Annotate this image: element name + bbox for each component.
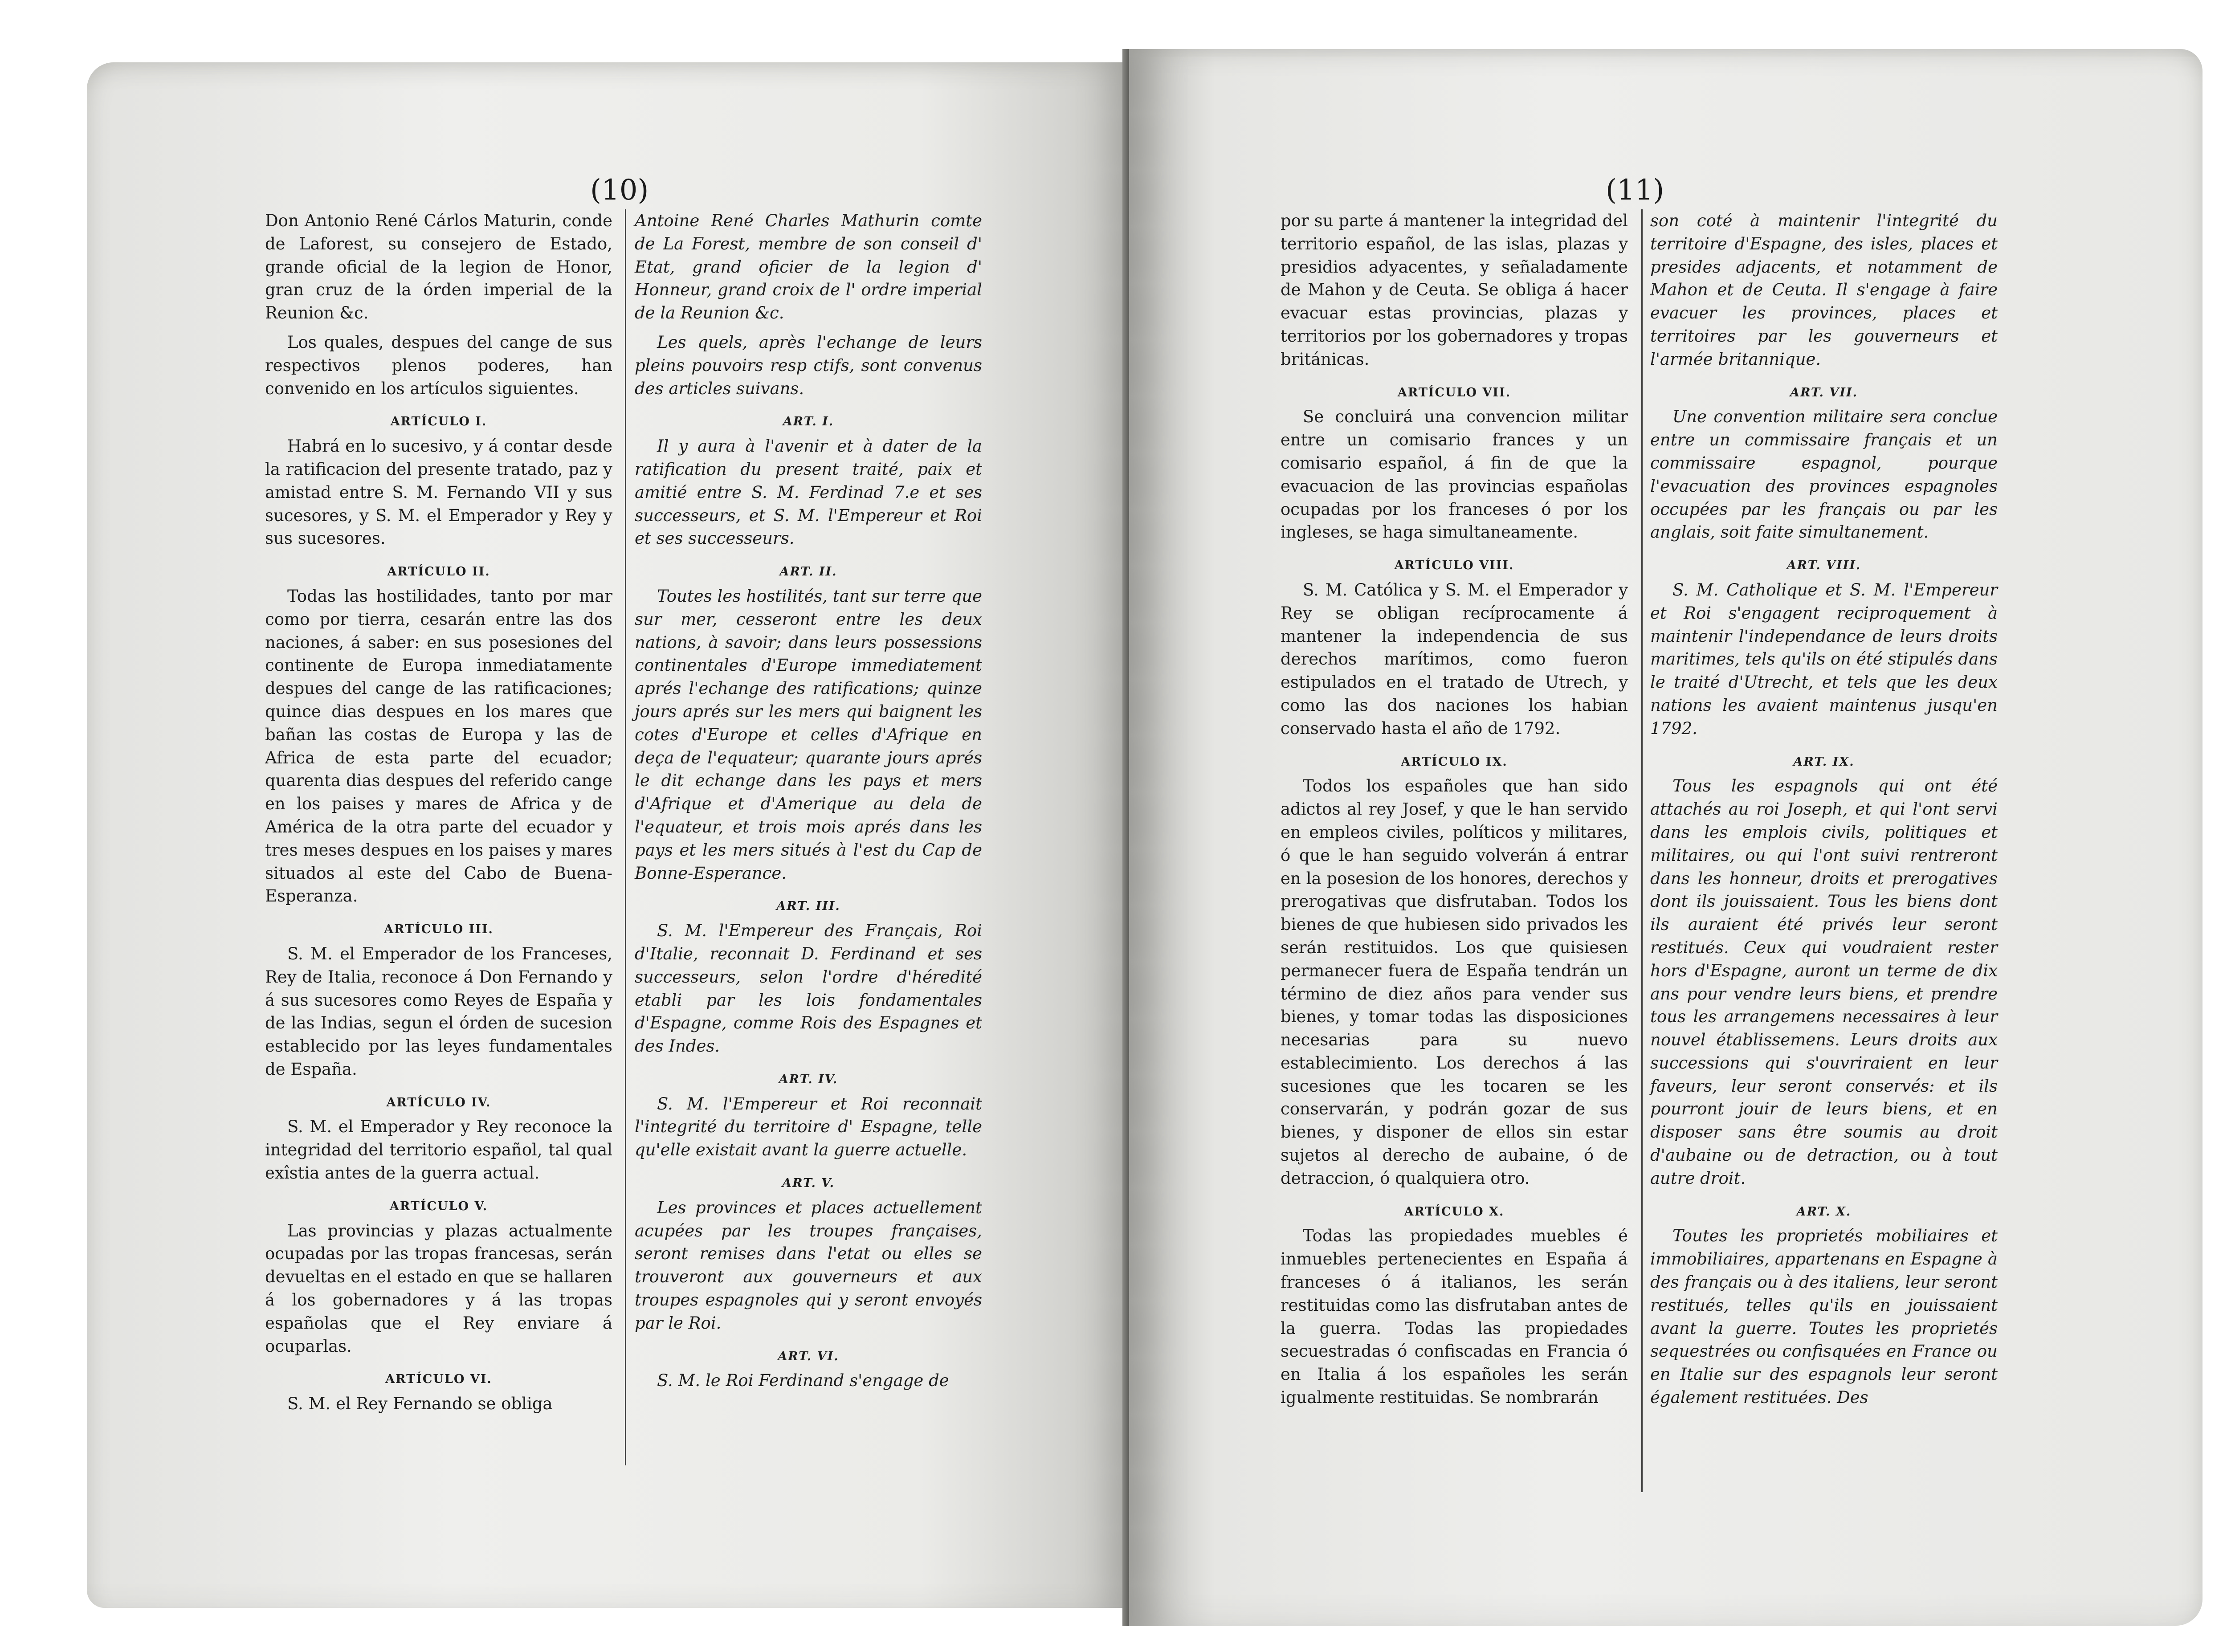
article-heading: ARTÍCULO I. [390, 415, 487, 429]
paragraph: Toutes les proprietés mobiliaires et immobiliaires, appartenans en Espagne à des français ou à des italiens, leur seront restitués, telles qu'ils en jouissaient avant la guerre. Toutes les proprietés sequestrées ou confisquées en France ou en Italie sur des espagnols leur seront également restituées. Des [1650, 1226, 1998, 1407]
article-heading: ARTÍCULO X. [1404, 1204, 1505, 1219]
paragraph: Il y aura à l'avenir et à dater de la ratification du present traité, paix et amitié entre S. M. Ferdinad 7.e et ses successeurs, et S. M. l'Empereur et Roi et ses successeurs. [635, 436, 982, 548]
paragraph: Las provincias y plazas actualmente ocupadas por las tropas francesas, serán devueltas en el estado en que se hallaren á los gobernadores y á las tropas españolas que el Rey enviare á ocuparlas. [265, 1221, 612, 1356]
article-heading: ARTÍCULO II. [387, 565, 490, 579]
column-divider [625, 209, 626, 1465]
paragraph: Les provinces et places actuellement acupées par les troupes françaises, seront remises dans l'etat ou elles se trouveront aux gouverneurs et aux troupes espagnoles qui y seront envoyés par le Roi. [635, 1198, 982, 1333]
paragraph: S. M. Católica y S. M. el Emperador y Rey se obligan recíprocamente á mantener la independencia de sus derechos marítimos, como fueron estipulados en el tratado de Utrech, y como las dos naciones los habian conservado hasta el año de 1792. [1281, 580, 1628, 738]
article-heading: ARTÍCULO VIII. [1394, 559, 1514, 573]
page-number: (10) [590, 174, 649, 207]
paragraph: Todas las propiedades muebles é inmuebles pertenecientes en España á franceses ó á italianos, les serán restituidas como las disfrutaban antes de la guerra. Todas las propiedades secuestradas ó confiscadas en Francia ó en Italia á los españoles les serán igualmente restituidas. Se nombrarán [1281, 1226, 1628, 1407]
paragraph: Todos los españoles que han sido adictos al rey Josef, y que le han servido en empleos civiles, políticos y militares, ó que le han seguido volverán á entrar en la posesion de los honores, derechos y prerogativas que disfrutaban. Todos los bienes de que hubiesen sido privados les serán restituidos. Los que quisiesen permanecer fuera de España tendrán un término de diez años para vender sus bienes, y tomar todas las disposiciones necesarias para su nuevo establecimiento. Los derechos á las sucesiones que les tocaren se les conservarán, y podrán gozar de sus bienes, y disponer de ellos sin estar sujetos al derecho de aubaine, ó de detraccion, ó qualquiera otro. [1281, 776, 1628, 1188]
paragraph: S. M. el Rey Fernando se obliga [287, 1394, 553, 1414]
paragraph: son coté à maintenir l'integrité du territoire d'Espagne, des isles, places et presides adjacents, et notamment de Mahon et de Ceuta. Il s'engage à faire evacuer les provinces, places et territoires par les gouverneurs et l'armée britannique. [1650, 211, 1998, 369]
paragraph: Les quels, après l'echange de leurs pleins pouvoirs resp ctifs, sont convenus des articles suivans. [635, 332, 982, 398]
paragraph: S. M. l'Empereur et Roi reconnait l'integrité du territoire d' Espagne, telle qu'elle existait avant la guerre actuelle. [635, 1094, 982, 1160]
paragraph: Se concluirá una convencion militar entre un comisario frances y un comisario español, á fin de que la evacuacion de las provincias españolas ocupadas por los franceses ó por los ingleses, se haga simultaneamente. [1281, 407, 1628, 542]
french-column [1650, 209, 1998, 1415]
column-divider [1641, 209, 1643, 1492]
article-heading: ARTÍCULO VI. [385, 1372, 492, 1387]
paragraph: Une convention militaire sera conclue entre un commissaire français et un commissaire espagnol, pourque l'evacuation des provinces espagnoles occupées par les français ou par les anglais, soit faite simultanement. [1650, 407, 1998, 542]
spanish-column [1281, 209, 1628, 1415]
french-column [635, 209, 982, 1399]
article-heading: ART. IX. [1793, 755, 1855, 769]
left-page [87, 62, 1129, 1608]
article-heading: ART. IV. [779, 1072, 838, 1086]
paragraph: S. M. le Roi Ferdinand s'engage de [657, 1371, 949, 1391]
article-heading: ART. II. [779, 565, 837, 579]
article-heading: ART. VI. [778, 1349, 839, 1363]
paragraph: Tous les espagnols qui ont été attachés au roi Joseph, et qui l'ont servi dans les emplois civils, politiques et militaires, ou qui l'ont suivi rentreront dans les honneur, droits et prerogatives dont ils jouissaient. Tous les biens dont ils auraient été privés leur seront restitués. Ceux qui voudraient rester hors d'Espagne, auront un terme de dix ans pour vendre leurs biens, et prendre tous les arrangemens necessaires à leur nouvel établissemens. Leurs droits aux successions qui s'ouvriraient en leur faveurs, leur seront conservés: et ils pourront jouir de leurs biens, et en disposer sans être soumis au droit d'aubaine ou de detraction, ou à tout autre droit. [1650, 776, 1998, 1188]
paragraph: Toutes les hostilités, tant sur terre que sur mer, cesseront entre les deux nations, à savoir; dans leurs possessions continentales d'Europe immediatement aprés l'echange des ratifications; quinze jours aprés sur les mers qui baignent les cotes d'Europe et celles d'Afrique en deça de l'equateur; quarante jours aprés le dit echange dans les pays et mers d'Afrique et d'Amerique au dela de l'equateur, et trois mois aprés dans les pays et les mers situés à l'est du Cap de Bonne-Esperance. [635, 586, 982, 883]
spanish-column [265, 209, 612, 1422]
article-heading: ART. V. [782, 1176, 835, 1191]
paragraph: Don Antonio René Cárlos Maturin, conde de Laforest, su consejero de Estado, grande oficial de la legion de Honor, gran cruz de la órden imperial de la Reunion &c. [265, 211, 612, 323]
article-heading: ARTÍCULO IX. [1401, 755, 1508, 769]
page-number: (11) [1606, 174, 1664, 207]
article-heading: ARTÍCULO IV. [386, 1095, 491, 1109]
article-heading: ART. III. [776, 899, 840, 914]
paragraph: Habrá en lo sucesivo, y á contar desde la ratificacion del presente tratado, paz y amistad entre S. M. Fernando VII y sus sucesores, y S. M. el Emperador y Rey y sus sucesores. [265, 436, 612, 548]
paragraph: S. M. el Emperador de los Franceses, Rey de Italia, reconoce á Don Fernando y á sus sucesores como Reyes de España y de las Indias, segun el órden de sucesion establecido por las leyes fundamentales de España. [265, 944, 612, 1079]
article-heading: ART. X. [1796, 1204, 1852, 1219]
article-heading: ARTÍCULO VII. [1397, 385, 1511, 400]
paragraph: S. M. el Emperador y Rey reconoce la integridad del territorio español, tal qual exîstia antes de la guerra actual. [265, 1117, 612, 1183]
right-page [1129, 49, 2203, 1626]
article-heading: ART. I. [783, 415, 834, 429]
article-heading: ARTÍCULO III. [384, 922, 494, 937]
paragraph: Los quales, despues del cange de sus respectivos plenos poderes, han convenido en los artículos siguientes. [265, 332, 612, 398]
article-heading: ARTÍCULO V. [389, 1199, 488, 1213]
paragraph: Todas las hostilidades, tanto por mar como por tierra, cesarán entre las dos naciones, á saber: en sus posesiones del continente de Europa inmediatamente despues del cange de las ratificaciones; quince dias despues en los mares que bañan las costas de Europa y las de Africa de esta parte del ecuador; quarenta dias despues del referido cange en los paises y mares de Africa y de América de la otra parte del ecuador y tres meses despues en los paises y mares situados al este del Cabo de Buena-Esperanza. [265, 586, 612, 906]
paragraph: por su parte á mantener la integridad del territorio español, de las islas, plazas y presidios adyacentes, y señaladamente de Mahon y de Ceuta. Se obliga á hacer evacuar estas provincias, plazas y territorios por los gobernadores y tropas británicas. [1281, 211, 1628, 369]
paragraph: S. M. l'Empereur des Français, Roi d'Italie, reconnait D. Ferdinand et ses successeurs, selon l'ordre d'héredité etabli par les lois fondamentales d'Espagne, comme Rois des Espagnes et des Indes. [635, 921, 982, 1056]
article-heading: ART. VII. [1790, 385, 1858, 400]
paragraph: Antoine René Charles Mathurin comte de La Forest, membre de son conseil d' Etat, grand oficier de la legion d' Honneur, grand croix de l' ordre imperial de la Reunion &c. [635, 211, 982, 323]
article-heading: ART. VIII. [1786, 559, 1861, 573]
paragraph: S. M. Catholique et S. M. l'Empereur et Roi s'engagent reciproquement à maintenir l'independance de leurs droits maritimes, tels qu'ils on été stipulés dans le traité d'Utrecht, et tels que les deux nations les avaient maintenus jusqu'en 1792. [1650, 580, 1998, 738]
